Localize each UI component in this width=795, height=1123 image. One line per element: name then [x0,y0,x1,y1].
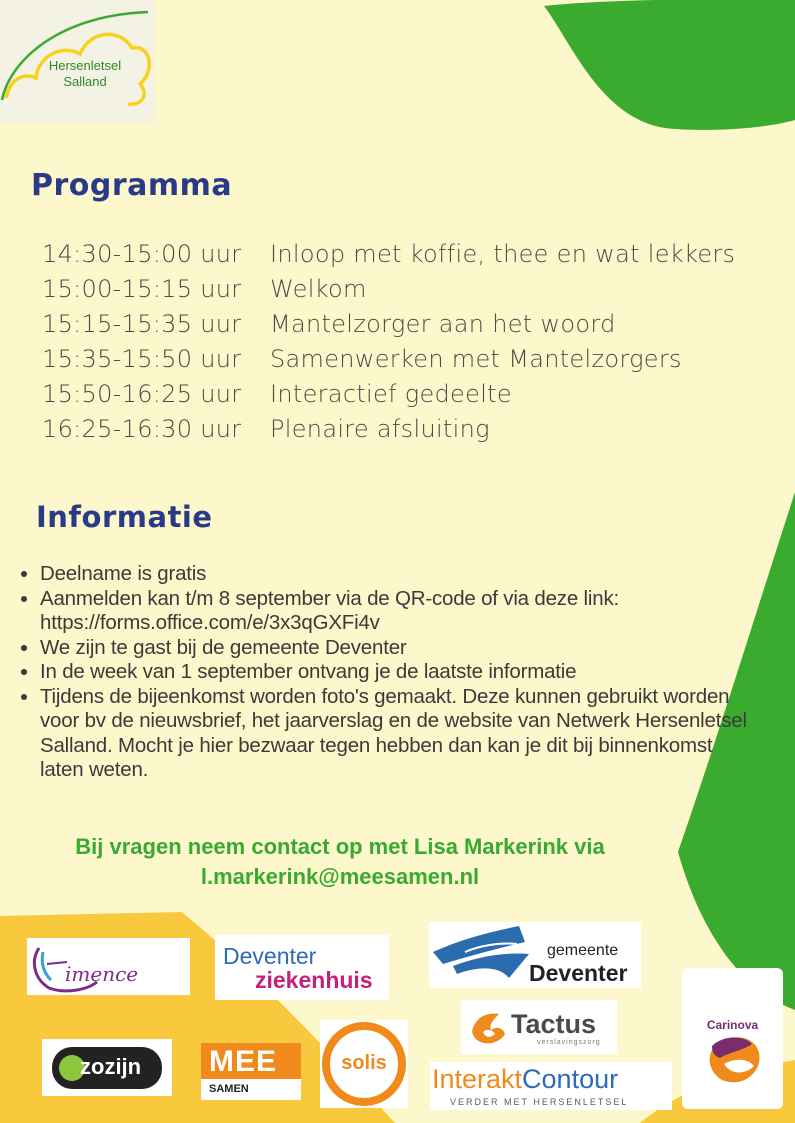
programma-row [42,345,762,380]
programma-desc: Samenwerken met Mantelzorgers [270,345,682,373]
programma-time: 15:00-15:15 uur [42,275,242,303]
programma-list [42,240,762,450]
programma-title: Programma [31,168,233,203]
info-item: • We zijn te gast bij de gemeente Deventer [40,636,760,661]
interakt-word: Interakt [432,1064,523,1094]
logo-line-2: Salland [63,74,107,89]
interakt-subtext: VERDER MET HERSENLETSEL [450,1097,629,1107]
informatie-title: Informatie [36,500,213,534]
interakt-text [432,1064,618,1095]
programma-desc: Mantelzorger aan het woord [270,310,616,338]
solis-text: solis [341,1052,387,1074]
programma-time: 15:15-15:35 uur [42,310,242,338]
programma-desc: Plenaire afsluiting [270,415,490,443]
zozijn-logo [42,1039,172,1096]
info-item: • Deelname is gratis [40,562,760,587]
mee-text: MEE [209,1045,278,1078]
tactus-logo [461,1000,617,1054]
programma-desc: Inloop met koffie, thee en wat lekkers [270,240,736,268]
contour-word: Contour [522,1064,619,1094]
gemeente-deventer-text: Deventer [529,960,628,986]
deventer-zh-line2: ziekenhuis [255,967,373,993]
hersenletsel-salland-logo [0,0,154,122]
programma-row [42,310,762,345]
carinova-flower-icon [682,968,783,1109]
programma-desc: Welkom [270,275,367,303]
programma-row [42,380,762,415]
top-right-green-shape [544,0,795,130]
carinova-text: Carinova [706,1018,759,1032]
programma-row [42,275,762,310]
carinova-logo [682,968,783,1109]
gemeente-deventer-logo [429,922,641,988]
info-item: • In de week van 1 september ontvang je de laatste informatie [40,660,760,685]
tactus-flame-icon [469,1008,509,1048]
mee-samen-logo [201,1043,301,1100]
deventer-zh-line1: Deventer [223,943,317,969]
programma-time: 16:25-16:30 uur [42,415,242,443]
programma-time: 15:50-16:25 uur [42,380,242,408]
tactus-text: Tactus [511,1009,597,1039]
dimence-logo [27,938,190,995]
programma-time: 14:30-15:00 uur [42,240,242,268]
solis-logo [320,1020,408,1108]
informatie-list [16,562,760,783]
programma-time: 15:35-15:50 uur [42,345,242,373]
zozijn-text: zozijn [80,1054,142,1079]
logo-text [30,58,140,90]
contact-block [20,832,660,892]
info-item: • Aanmelden kan t/m 8 september via de QR-code of via deze link: https://forms.office.com/e/3x3qGXFi4v [40,587,760,636]
logo-line-1: Hersenletsel [48,58,122,73]
contact-email-link[interactable]: l.markerink@meesamen.nl [200,864,480,889]
tactus-subtext: verslavingszorg [537,1039,601,1046]
mee-samen-text: SAMEN [209,1083,249,1095]
programma-row [42,240,762,275]
programma-desc: Interactief gedeelte [270,380,512,408]
info-item: • Tijdens de bijeenkomst worden foto's gemaakt. Deze kunnen gebruikt worden voor bv de nieuwsbrief, het jaarverslag en de website van Netwerk Hersenletsel Salland. Mocht je hier bezwaar tegen hebben dan kan je dit bij binnenkomst laten weten. [40,685,760,783]
contact-line: Bij vragen neem contact op met Lisa Markerink via [75,834,605,859]
deventer-ziekenhuis-logo [215,935,389,1000]
programma-row [42,415,762,450]
interakt-contour-logo [430,1062,672,1110]
dimence-text: imence [65,962,139,986]
gemeente-text: gemeente [547,942,619,959]
